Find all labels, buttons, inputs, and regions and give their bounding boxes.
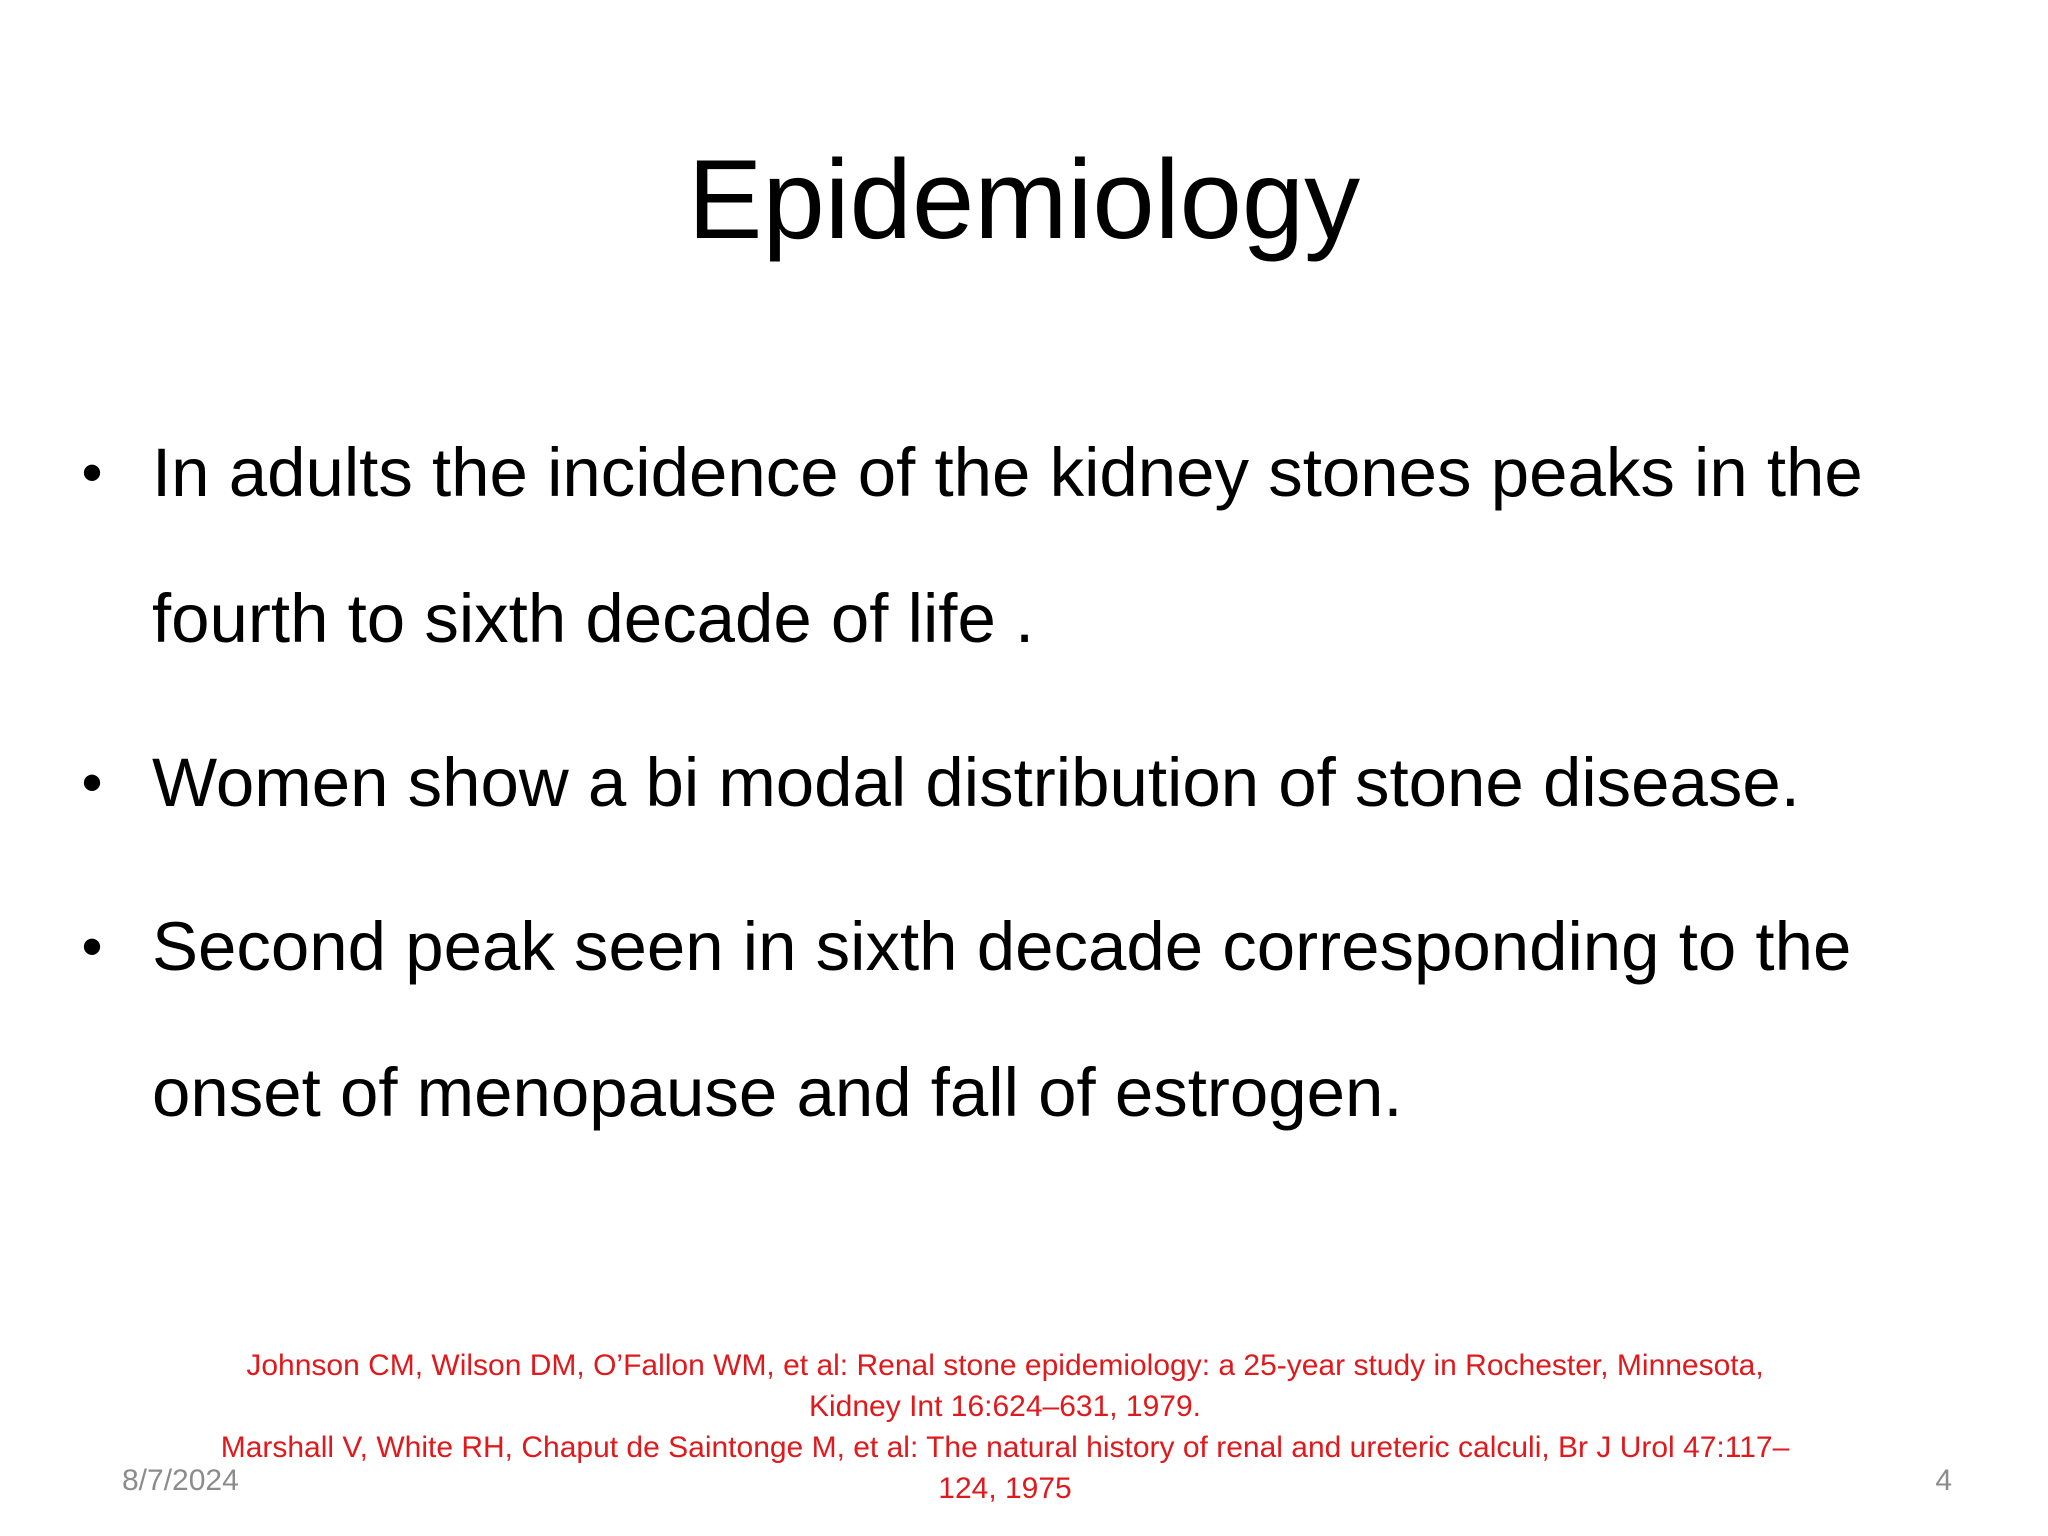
bullet-item [72, 874, 1972, 1166]
bullet-text: Second peak seen in sixth decade corresponding to the onset of menopause and fall of estrogen. [152, 908, 1852, 1131]
bullet-item [72, 400, 1972, 692]
bullet-text: In adults the incidence of the kidney stones peaks in the fourth to sixth decade of life . [152, 434, 1863, 657]
bullet-dot-icon: • [81, 439, 103, 506]
bullet-dot-icon: • [81, 913, 103, 980]
footer-date: 8/7/2024 [122, 1464, 239, 1497]
slide-title: Epidemiology [687, 137, 1361, 262]
reference-marshall: Marshall V, White RH, Chaput de Saintonge M, et al: The natural history of renal and ureteric calculi, Br J Urol 47:117–124, 1975 [220, 1431, 1790, 1505]
bullet-list [72, 400, 1972, 1184]
bullet-text: Women show a bi modal distribution of stone disease. [152, 744, 1800, 821]
bullet-item [72, 710, 1972, 856]
reference-johnson: Johnson CM, Wilson DM, O’Fallon WM, et al: Renal stone epidemiology: a 25-year study in Rochester, Minnesota, Kidney Int 16:624–631, 1979. [246, 1349, 1764, 1423]
bullet-dot-icon: • [81, 749, 103, 816]
references [220, 1345, 1790, 1509]
page-number: 4 [1935, 1464, 1952, 1497]
